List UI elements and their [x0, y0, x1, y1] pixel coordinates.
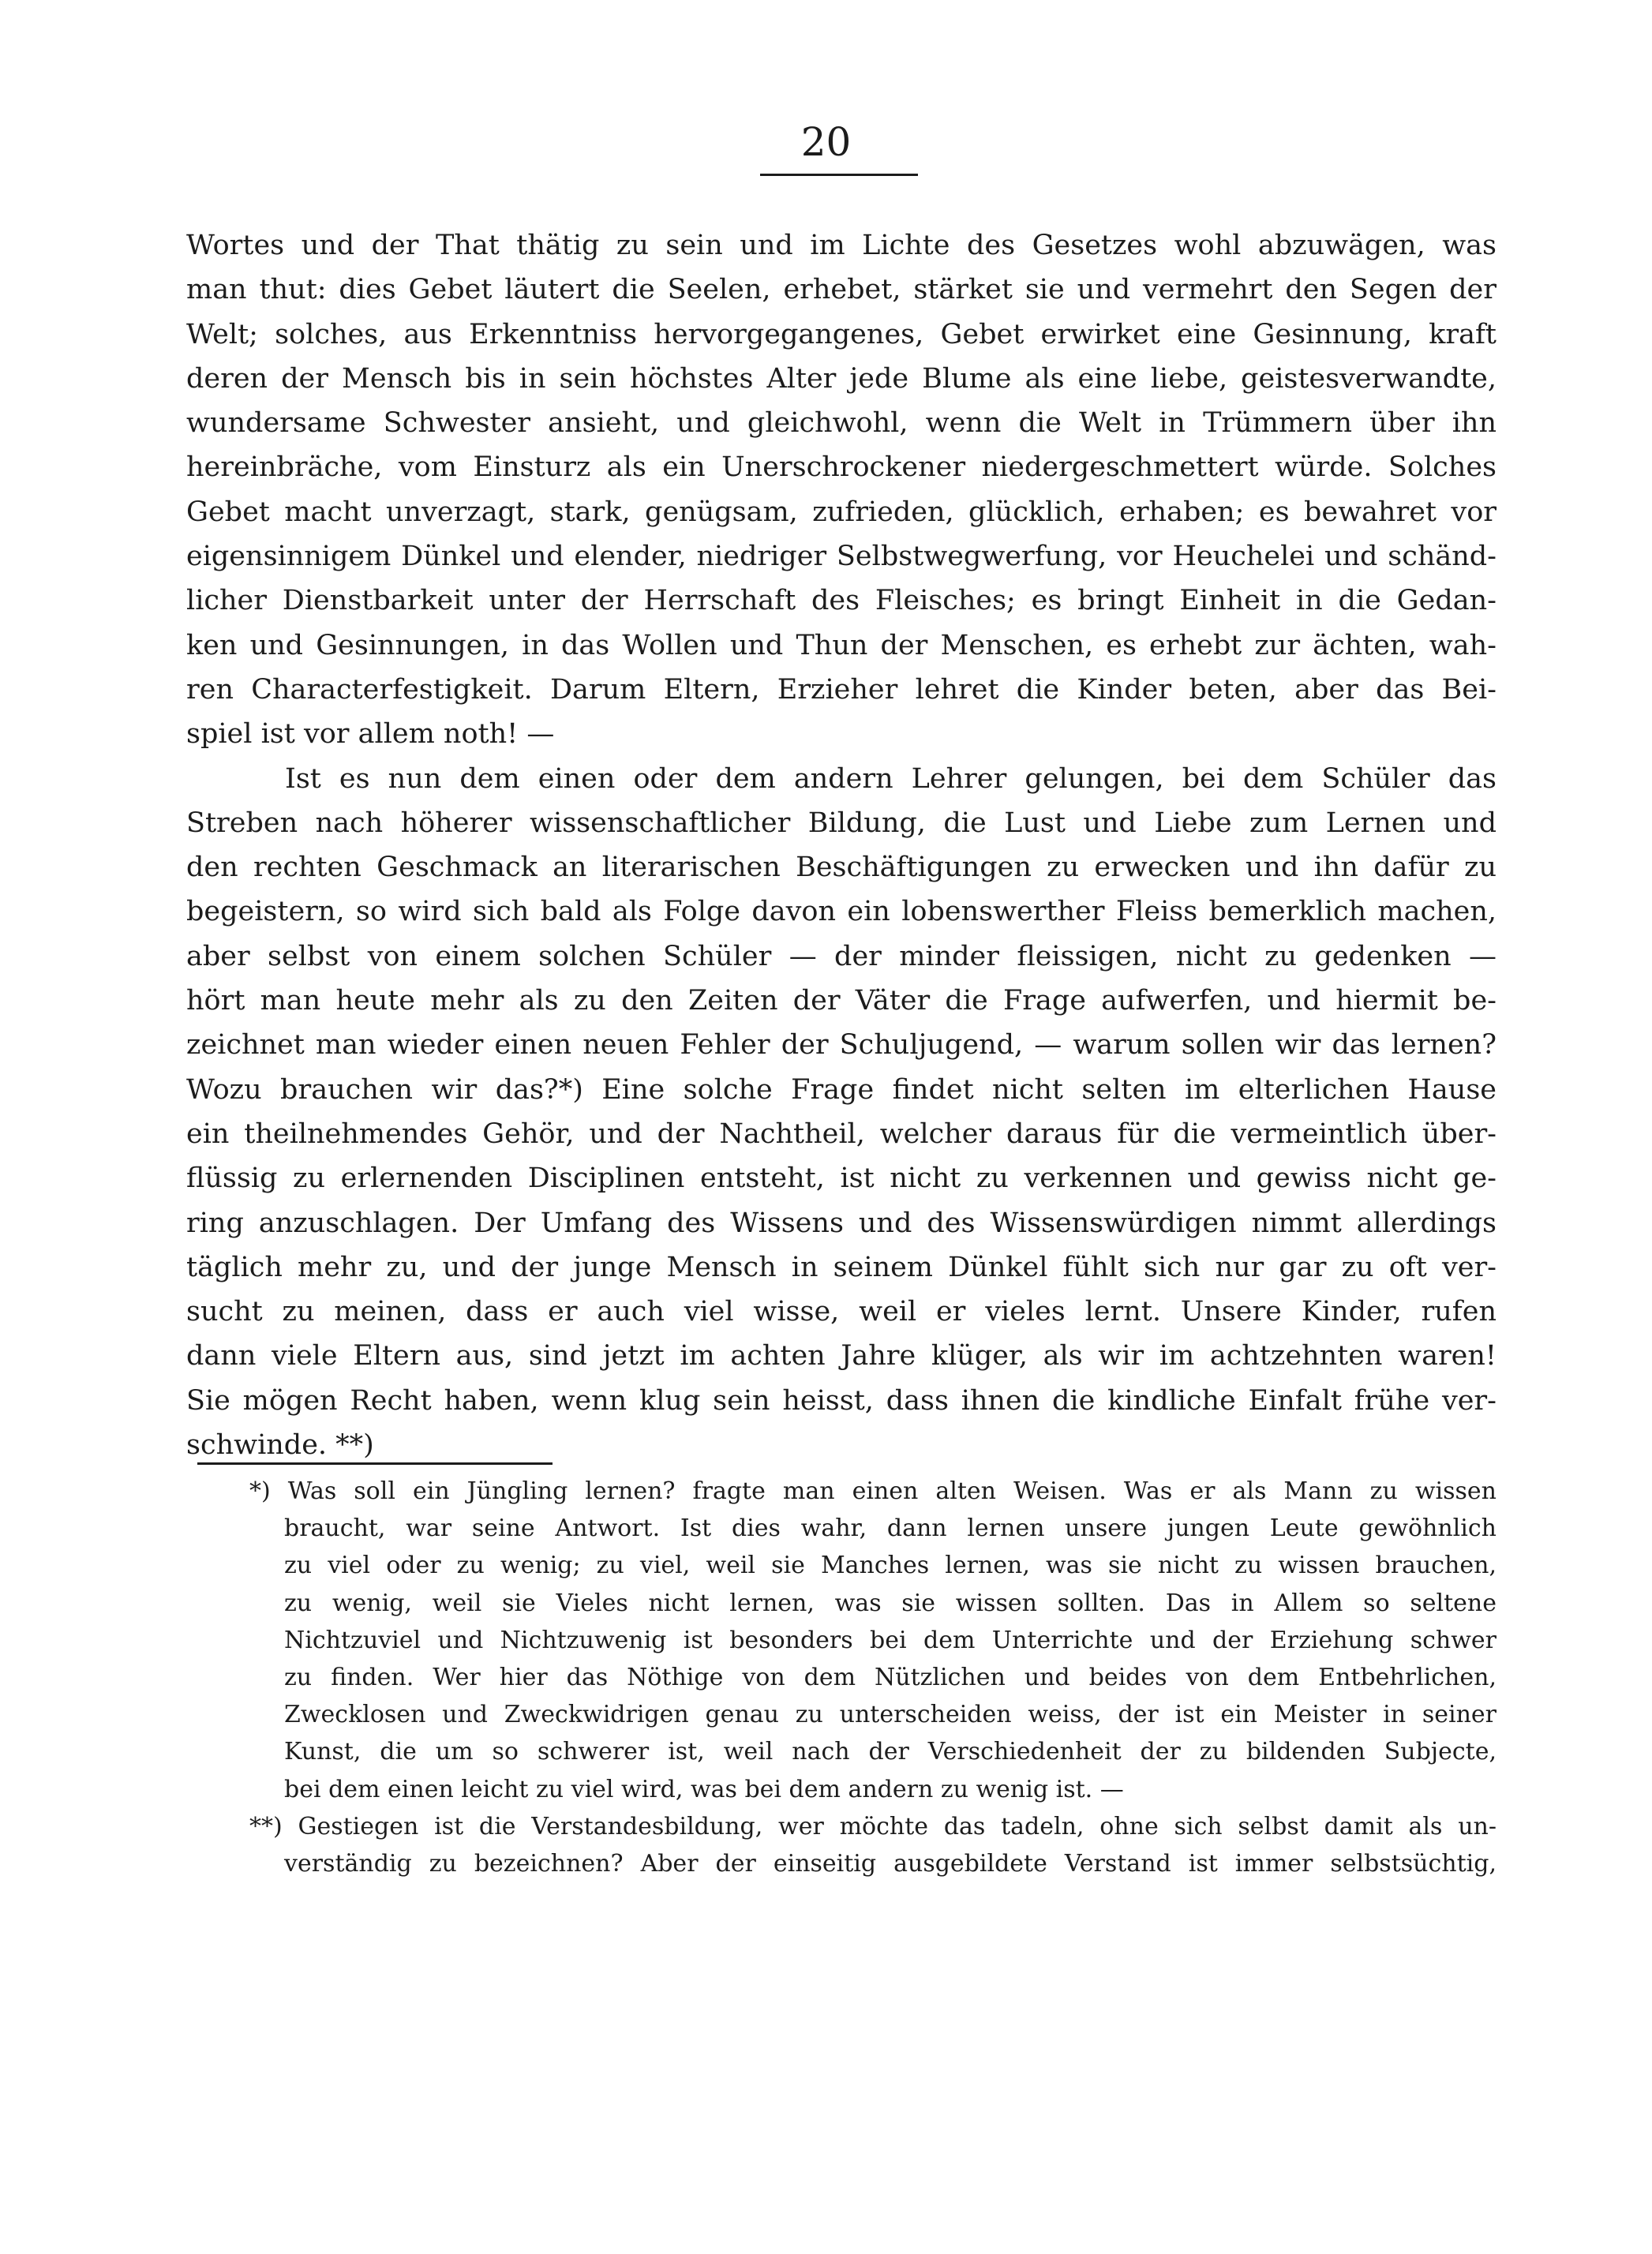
page-number: 20: [800, 119, 852, 165]
text-line: dann viele Eltern aus, sind jetzt im achten Jahre klüger, als wir im achtzehnten waren!: [186, 1340, 1497, 1372]
text-line: hört man heute mehr als zu den Zeiten der Väter die Frage aufwerfen, und hiermit be-: [186, 985, 1497, 1017]
text-line: spiel ist vor allem noth! —: [186, 718, 555, 751]
text-line: wundersame Schwester ansieht, und gleichwohl, wenn die Welt in Trümmern über ihn: [186, 407, 1497, 440]
footnote-1-line: Nichtzuviel und Nichtzuwenig ist besonders bei dem Unterrichte und der Erziehung schwer: [284, 1626, 1497, 1654]
text-line: Wortes und der That thätig zu sein und im Lichte des Gesetzes wohl abzuwägen, was: [186, 230, 1497, 261]
footnote-rule: [197, 1462, 553, 1465]
text-line: den rechten Geschmack an literarischen Beschäftigungen zu erwecken und ihn dafür zu: [186, 852, 1497, 884]
text-line: Sie mögen Recht haben, wenn klug sein heisst, dass ihnen die kindliche Einfalt frühe ver-: [186, 1384, 1497, 1417]
text-line: hereinbräche, vom Einsturz als ein Unerschrockener niedergeschmettert würde. Solches: [186, 451, 1497, 484]
footnote-1-line: zu wenig, weil sie Vieles nicht lernen, was sie wissen sollten. Das in Allem so seltene: [284, 1589, 1497, 1617]
text-line: sucht zu meinen, dass er auch viel wisse, weil er vieles lernt. Unsere Kinder, rufen: [186, 1296, 1497, 1328]
text-line: man thut: dies Gebet läutert die Seelen, erhebet, stärket sie und vermehrt den Segen der: [186, 274, 1497, 306]
text-line: ring anzuschlagen. Der Umfang des Wissens und des Wissenswürdigen nimmt allerdings: [186, 1207, 1497, 1239]
text-line: eigensinnigem Dünkel und elender, niedriger Selbstwegwerfung, vor Heuchelei und schänd-: [186, 541, 1497, 573]
footnotes: [218, 1473, 1497, 1882]
text-line: aber selbst von einem solchen Schüler — der minder fleissigen, nicht zu gedenken —: [186, 940, 1497, 972]
footnote-1-line: braucht, war seine Antwort. Ist dies wahr, dann lernen unsere jungen Leute gewöhnlich: [284, 1515, 1497, 1543]
footnote-2-line: **) Gestiegen ist die Verstandesbildung, wer möchte das tadeln, ohne sich selbst damit als un-: [249, 1812, 1497, 1840]
text-line: begeistern, so wird sich bald als Folge davon ein lobenswerther Fleiss bemerklich machen,: [186, 896, 1497, 928]
footnote-1-line: bei dem einen leicht zu viel wird, was bei dem andern zu wenig ist. —: [284, 1775, 1124, 1803]
text-line: ein theilnehmendes Gehör, und der Nachtheil, welcher daraus für die vermeintlich über-: [186, 1118, 1497, 1150]
text-line: Welt; solches, aus Erkenntniss hervorgegangenes, Gebet erwirket eine Gesinnung, kraft: [186, 318, 1497, 350]
text-line: ren Characterfestigkeit. Darum Eltern, Erzieher lehret die Kinder beten, aber das Bei-: [186, 673, 1497, 706]
text-line: schwinde. **): [186, 1429, 374, 1462]
paragraph-start-line: Ist es nun dem einen oder dem andern Lehrer gelungen, bei dem Schüler das: [285, 762, 1497, 795]
footnote-1-line: zu finden. Wer hier das Nöthige von dem Nützlichen und beides von dem Entbehrlichen,: [284, 1663, 1497, 1691]
text-line: täglich mehr zu, und der junge Mensch in seinem Dünkel fühlt sich nur gar zu oft ver-: [186, 1251, 1497, 1283]
footnote-1-line: zu viel oder zu wenig; zu viel, weil sie Manches lernen, was sie nicht zu wissen brauchen,: [284, 1552, 1497, 1580]
text-line: deren der Mensch bis in sein höchstes Alter jede Blume als eine liebe, geistesverwandte,: [186, 362, 1497, 395]
text-line: zeichnet man wieder einen neuen Fehler der Schuljugend, — warum sollen wir das lernen?: [186, 1029, 1497, 1061]
text-line: licher Dienstbarkeit unter der Herrschaft des Fleisches; es bringt Einheit in die Gedan-: [186, 585, 1497, 617]
text-line: ken und Gesinnungen, in das Wollen und Thun der Menschen, es erhebt zur ächten, wah-: [186, 629, 1497, 661]
page-number-rule: [760, 174, 918, 176]
text-line: Streben nach höherer wissenschaftlicher Bildung, die Lust und Liebe zum Lernen und: [186, 807, 1497, 839]
main-text: [186, 223, 1497, 1467]
footnote-2-line: verständig zu bezeichnen? Aber der einseitig ausgebildete Verstand ist immer selbstsüchtig,: [284, 1849, 1497, 1878]
footnote-1-line: *) Was soll ein Jüngling lernen? fragte man einen alten Weisen. Was er als Mann zu wissen: [249, 1477, 1497, 1505]
text-line: Wozu brauchen wir das?*) Eine solche Frage findet nicht selten im elterlichen Hause: [186, 1073, 1497, 1106]
footnote-1-line: Zwecklosen und Zweckwidrigen genau zu unterscheiden weiss, der ist ein Meister in seiner: [284, 1701, 1497, 1729]
text-line: Gebet macht unverzagt, stark, genügsam, zufrieden, glücklich, erhaben; es bewahret vor: [186, 496, 1497, 528]
text-line: flüssig zu erlernenden Disciplinen entsteht, ist nicht zu verkennen und gewiss nicht ge-: [186, 1163, 1497, 1195]
footnote-1-line: Kunst, die um so schwerer ist, weil nach der Verschiedenheit der zu bildenden Subjecte,: [284, 1738, 1497, 1766]
